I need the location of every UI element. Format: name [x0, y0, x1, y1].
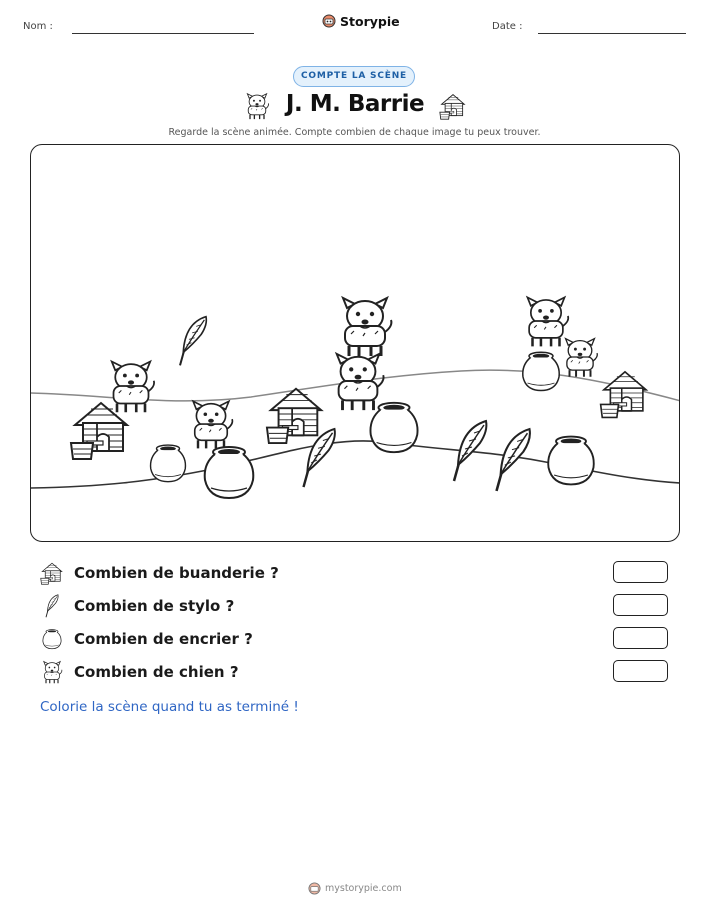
brand-name: Storypie [340, 13, 400, 29]
quill-pen [304, 429, 335, 487]
laundry-house-icon [40, 561, 64, 585]
inkwell [523, 352, 559, 390]
laundry-house [601, 372, 647, 418]
footer-url[interactable]: mystorypie.com [325, 883, 402, 894]
quill-pen [180, 317, 206, 366]
dog [112, 362, 154, 413]
brand-logo [322, 13, 400, 29]
dog [343, 298, 391, 356]
answer-box-pen[interactable] [613, 594, 668, 616]
inkwell [548, 437, 594, 485]
coloring-note: Colorie la scène quand tu as terminé ! [40, 699, 299, 715]
question-row-dog [40, 660, 680, 686]
date-label: Date : [492, 21, 523, 32]
dog [527, 297, 568, 346]
name-label: Nom : [23, 21, 53, 32]
answer-box-laundry[interactable] [613, 561, 668, 583]
dog [337, 354, 384, 410]
instructions: Regarde la scène animée. Compte combien de chaque image tu peux trouver. [168, 127, 541, 138]
scene-drawing [31, 145, 680, 542]
counting-scene [30, 144, 680, 542]
dog [193, 401, 232, 448]
question-text: Combien de buanderie ? [74, 564, 279, 582]
inkwell-icon [40, 627, 64, 651]
answer-box-inkwell[interactable] [613, 627, 668, 649]
question-text: Combien de chien ? [74, 663, 239, 681]
name-line[interactable] [72, 33, 254, 34]
dog [566, 339, 598, 377]
question-text: Combien de stylo ? [74, 597, 235, 615]
quill-pen [497, 429, 530, 491]
answer-box-dog[interactable] [613, 660, 668, 682]
storypie-mascot-icon [322, 13, 336, 29]
storypie-mascot-icon [308, 881, 321, 896]
laundry-house [71, 403, 127, 459]
laundry-house [267, 389, 321, 443]
title-text: J. M. Barrie [285, 91, 425, 117]
inkwell [151, 445, 186, 482]
dog-icon [40, 660, 64, 684]
question-text: Combien de encrier ? [74, 630, 253, 648]
page-title [240, 91, 470, 125]
question-row-laundry [40, 561, 680, 587]
footer [308, 881, 402, 896]
laundry-house-icon [439, 92, 467, 120]
question-row-inkwell [40, 627, 680, 653]
date-line[interactable] [538, 33, 686, 34]
quill-pen-icon [40, 594, 64, 618]
activity-badge: COMPTE LA SCÈNE [293, 66, 415, 87]
question-row-pen [40, 594, 680, 620]
inkwell [370, 403, 417, 452]
inkwell [205, 447, 254, 498]
